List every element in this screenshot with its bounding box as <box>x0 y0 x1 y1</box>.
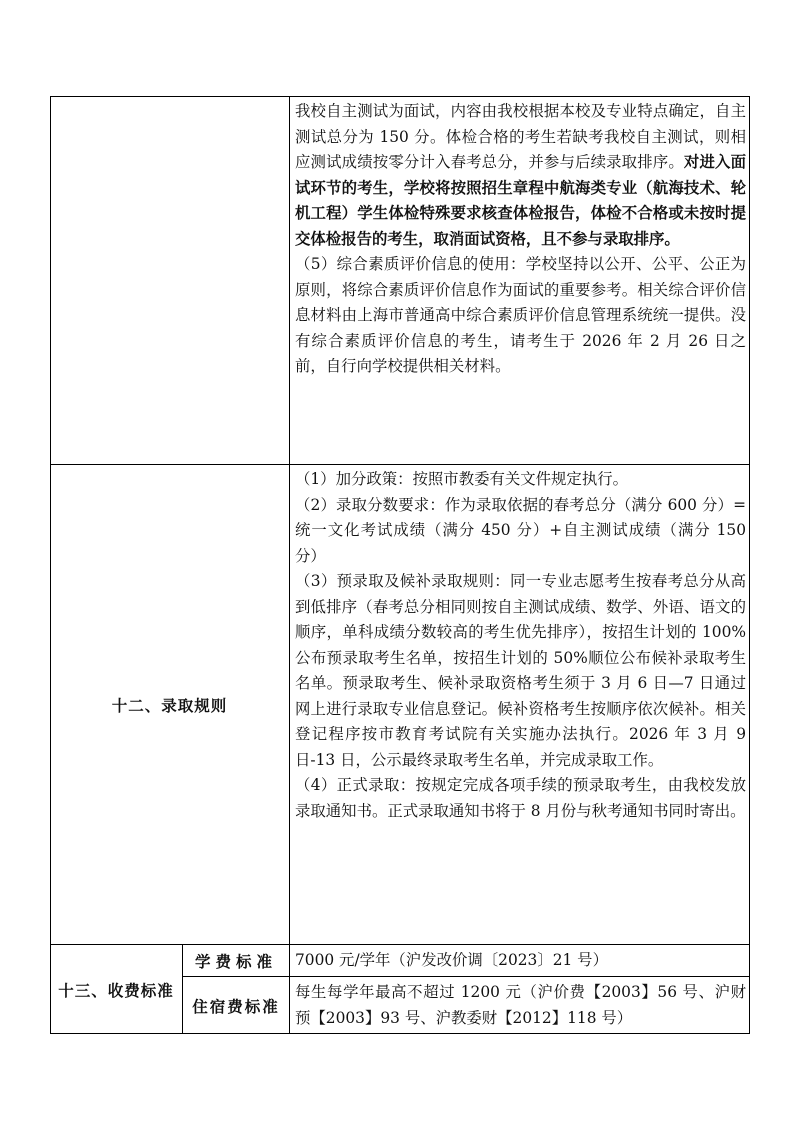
tuition-value: 7000 元/学年（沪发改价调〔2023〕21 号） <box>295 951 608 969</box>
admission-item-4: （4）正式录取：按规定完成各项手续的预录取考生，由我校发放录取通知书。正式录取通知书将于 8 月份与秋考通知书同时寄出。 <box>295 776 746 820</box>
admission-rules-label: 十二、录取规则 <box>111 695 228 715</box>
tuition-label: 学费标准 <box>194 951 277 971</box>
interview-text: 我校自主测试为面试，内容由我校根据本校及专业特点确定，自主测试总分为 150 分。体检合格的考生若缺考我校自主测试，则相应测试成绩按零分计入春考总分，并参与后续录取排序。 <box>295 102 746 171</box>
lodging-value: 每生每学年最高不超过 1200 元（沪价费【2003】56 号、沪财预【2003】93 号、沪教委财【2012】118 号） <box>295 983 746 1027</box>
fee-standard-label: 十三、收费标准 <box>58 980 174 1000</box>
interview-content <box>290 99 750 380</box>
interview-bold-text: 对进入面试环节的考生，学校将按照招生章程中航海类专业（航海技术、轮机工程）学生体检特殊要求核查体检报告，体检不合格或未按时提交体检报告的考生，取消面试资格，且不参与录取排序。 <box>295 153 746 248</box>
admission-rules-content <box>290 467 750 824</box>
admission-item-1: （1）加分政策：按照市教委有关文件规定执行。 <box>295 470 628 488</box>
interview-paragraph <box>295 99 746 252</box>
lodging-label: 住宿费标准 <box>192 996 280 1016</box>
admission-item-2: （2）录取分数要求：作为录取依据的春考总分（满分 600 分）=统一文化考试成绩（满分 450 分）+自主测试成绩（满分 150 分） <box>295 495 746 565</box>
admission-item-3: （3）预录取及候补录取规则：同一专业志愿考生按春考总分从高到低排序（春考总分相同则按自主测试成绩、数学、外语、语文的顺序，单科成绩分数较高的考生优先排序），按招生计划的 100%公布预录取考生名单，按招生计划的 50%顺位公布候补录取考生名单。预录取考生、候补录取资格考生须于 3 月 6 日—7 日通过网上进行录取专业信息登记。候补资格考生按顺序依次候补。相关登记程序按市教育考试院有关实施办法执行。2026 年 3 月 9 日-13 日，公示最终录取考生名单，并完成录取工作。 <box>295 572 746 769</box>
comprehensive-evaluation-item: （5）综合素质评价信息的使用：学校坚持以公开、公平、公正为原则，将综合素质评价信息作为面试的重要参考。相关综合评价信息材料由上海市普通高中综合素质评价信息管理系统统一提供。没有综合素质评价信息的考生，请考生于 2026 年 2 月 26 日之前，自行向学校提供相关材料。 <box>295 255 746 375</box>
